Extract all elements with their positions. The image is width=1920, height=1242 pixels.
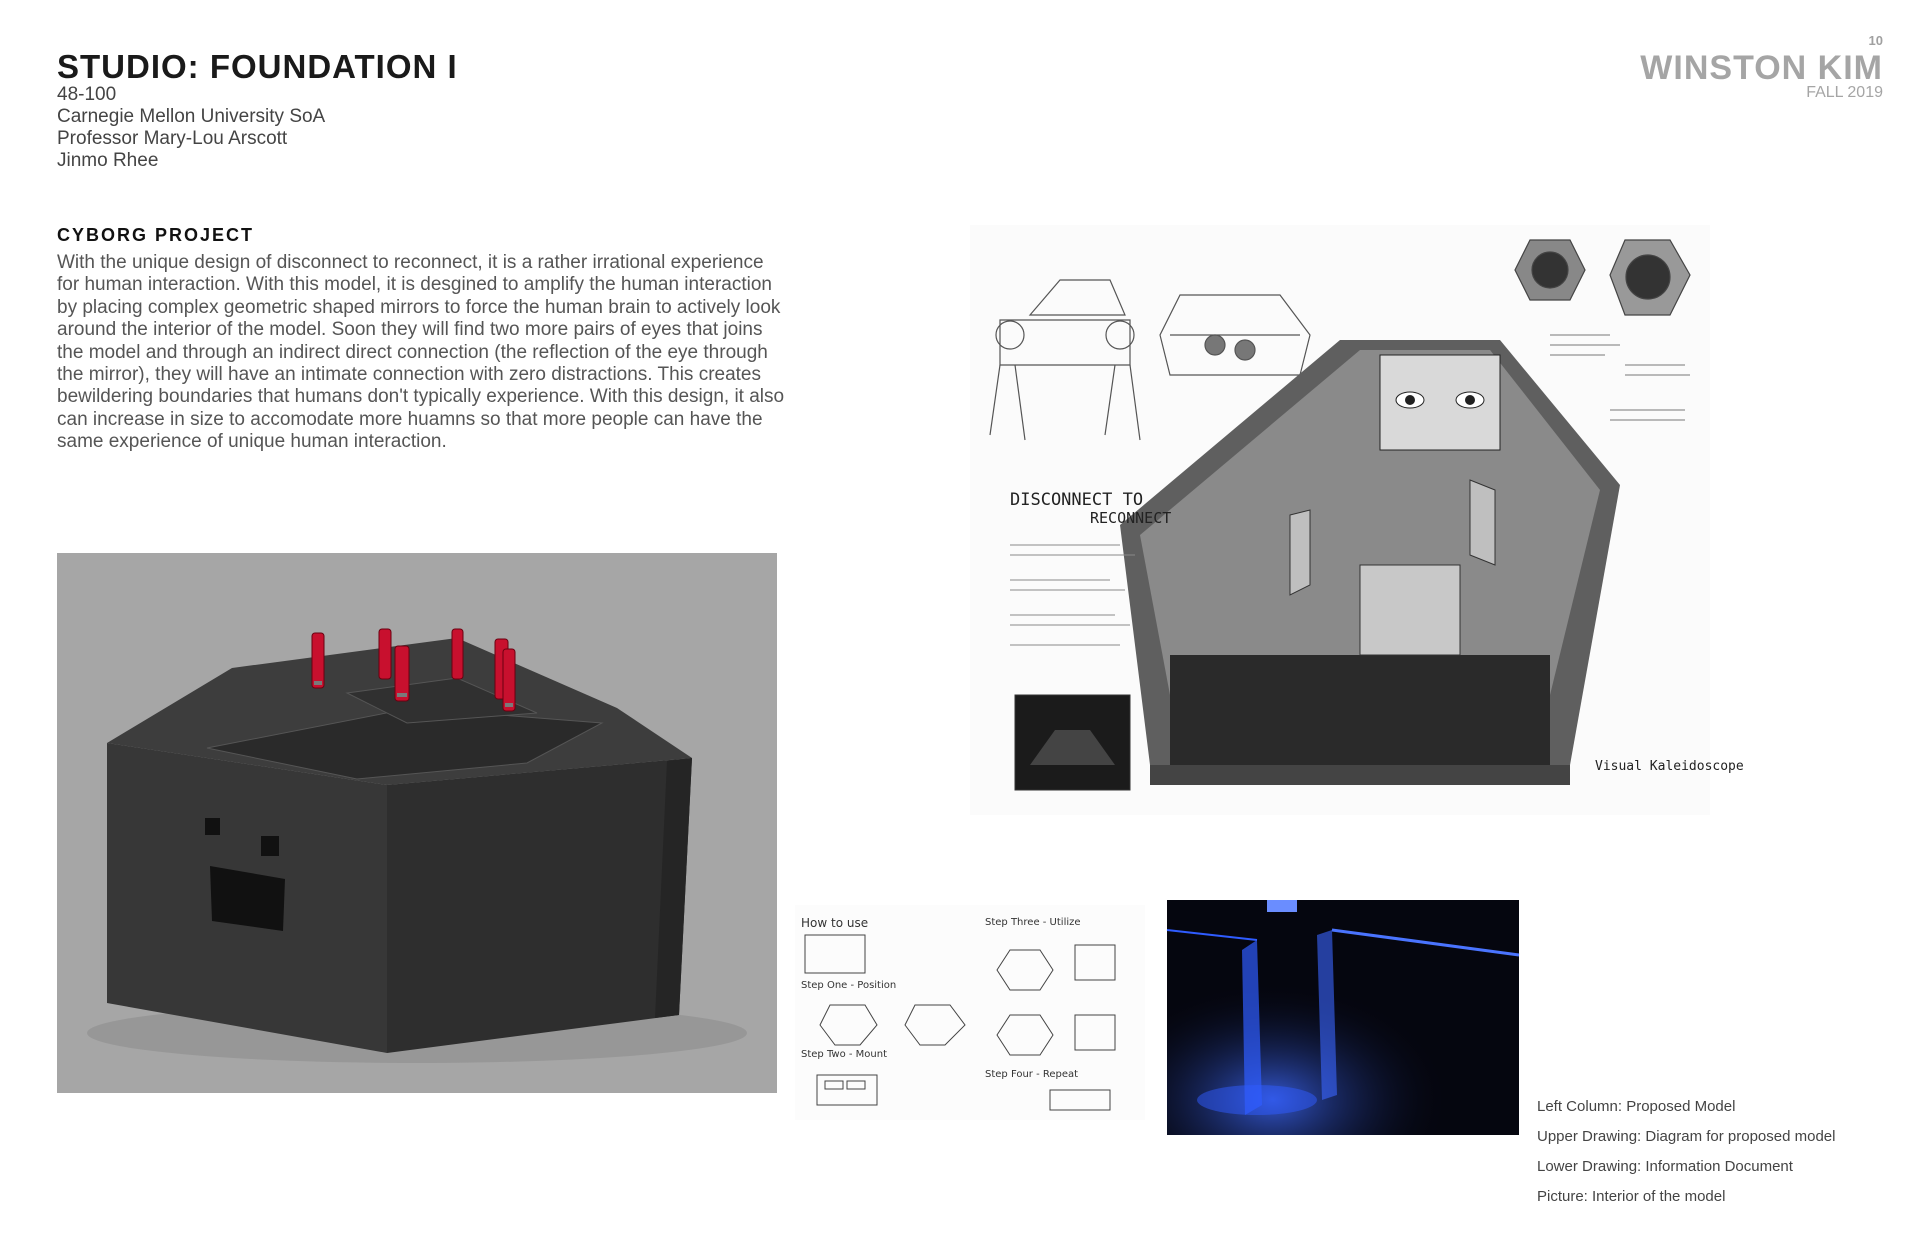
drawing-title-line2: RECONNECT (1090, 509, 1172, 527)
model-photo (57, 553, 777, 1093)
university: Carnegie Mellon University SoA (57, 106, 326, 127)
info-doc-title: How to use (801, 916, 869, 930)
drawing-title-line1: DISCONNECT TO (1010, 490, 1144, 510)
page-number: 10 (1868, 33, 1883, 48)
caption-upper-drawing: Upper Drawing: Diagram for proposed model (1537, 1128, 1836, 1145)
info-doc-step4: Step Four - Repeat (985, 1069, 1079, 1080)
author-name: WINSTON KIM (1640, 49, 1883, 87)
info-doc-step1: Step One - Position (801, 980, 897, 991)
course-number: 48-100 (57, 84, 117, 105)
info-doc-step2: Step Two - Mount (801, 1049, 888, 1060)
interior-photo (1167, 900, 1519, 1135)
project-heading: CYBORG PROJECT (57, 225, 255, 245)
project-description: With the unique design of disconnect to reconnect, it is a rather irrational experience for human interaction. With this model, it is desgined to amplify the human interaction by placing complex geometric shaped mirrors to force the human brain to actively look around the interior of the model. Soon they will find two more pairs of eyes that joins the model and through an indirect direct connection (the reflection of the eye through the mirror), they will have an intimate connection with zero distractions. This creates bewildering boundaries that humans don't typically experience. With this design, it also can increase in size to accomodate more huamns so that more people can have the same experience of unique human interaction. (57, 252, 785, 453)
caption-picture: Picture: Interior of the model (1537, 1188, 1726, 1205)
caption-lower-drawing: Lower Drawing: Information Document (1537, 1158, 1793, 1175)
professor: Professor Mary-Lou Arscott (57, 128, 288, 149)
info-doc-step3: Step Three - Utilize (985, 917, 1081, 928)
diagram-drawing (970, 225, 1744, 815)
term-label: FALL 2019 (1806, 84, 1883, 101)
info-document-drawing (795, 905, 1145, 1120)
page-title: STUDIO: FOUNDATION I (57, 48, 458, 85)
drawing-label: Visual Kaleidoscope (1595, 759, 1744, 774)
caption-left-column: Left Column: Proposed Model (1537, 1098, 1736, 1115)
instructor: Jinmo Rhee (57, 150, 159, 171)
